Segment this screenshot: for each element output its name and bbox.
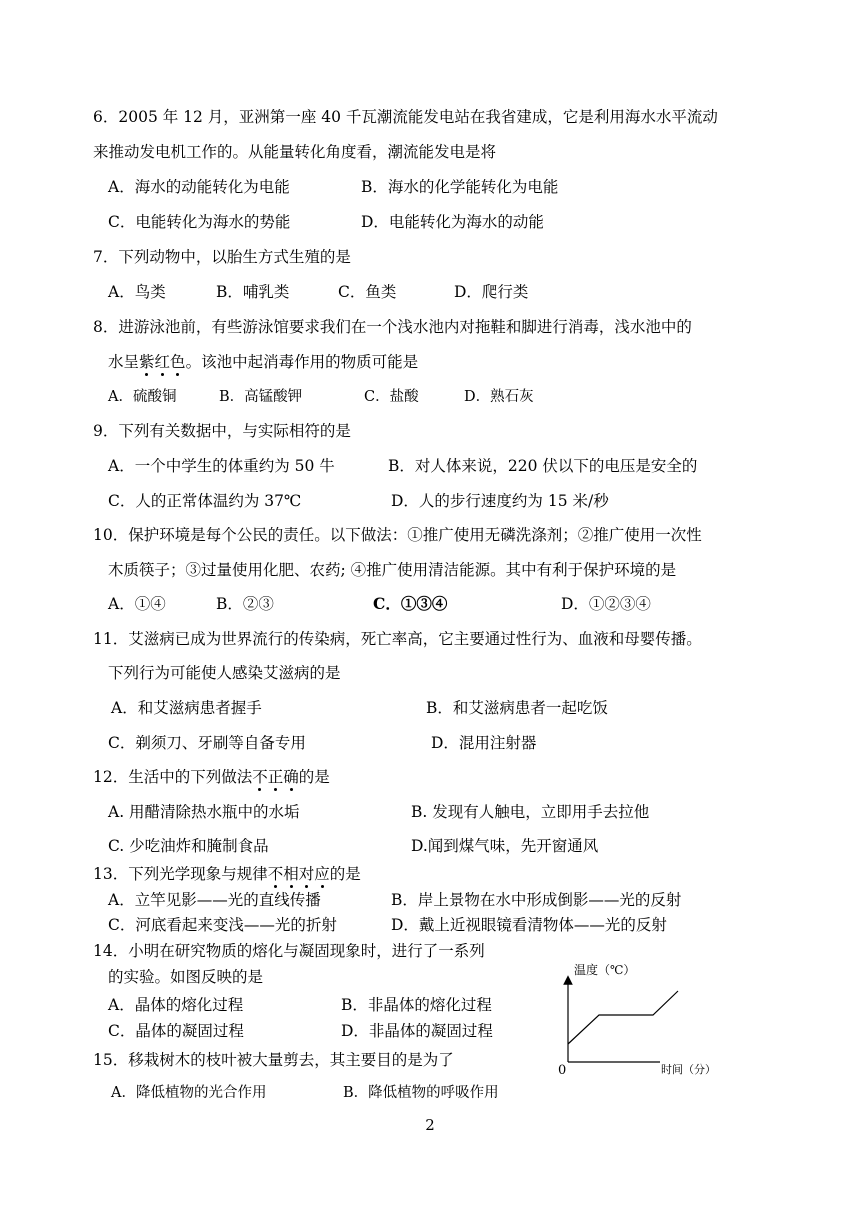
q8-option-a: A．硫酸铜 xyxy=(108,389,177,405)
q12-text-pre: 12．生活中的下列做法 xyxy=(93,768,253,786)
q8-option-d: D．熟石灰 xyxy=(464,389,534,405)
q8-emphasis-char: 紫 xyxy=(139,353,155,371)
q10-option-d: D．①②③④ xyxy=(561,595,651,613)
q12-emphasis-char: 确 xyxy=(283,768,299,786)
q13-option-c: C．河底看起来变浅——光的折射 xyxy=(108,916,337,934)
q7-stem: 7．下列动物中，以胎生方式生殖的是 xyxy=(93,248,351,266)
q9-stem: 9．下列有关数据中，与实际相符的是 xyxy=(93,422,351,440)
q9-option-a: A．一个中学生的体重约为 50 牛 xyxy=(108,457,335,475)
q8-stem-line2 xyxy=(108,352,418,372)
y-axis-label: 温度（℃） xyxy=(574,963,636,977)
q6-option-d: D．电能转化为海水的动能 xyxy=(361,213,544,231)
q12-stem xyxy=(93,767,330,787)
q15-option-b: B．降低植物的呼吸作用 xyxy=(343,1085,499,1101)
q13-emphasis-char: 应 xyxy=(314,865,330,883)
q6-option-c: C．电能转化为海水的势能 xyxy=(108,213,291,231)
q7-option-a: A．鸟类 xyxy=(108,283,166,301)
q13-emphasis-char: 对 xyxy=(298,865,315,883)
q14-option-b: B．非晶体的熔化过程 xyxy=(341,996,492,1014)
temperature-time-graph xyxy=(548,958,748,1083)
q10-stem-line2: 木质筷子；③过量使用化肥、农药; ④推广使用清洁能源。其中有利于保护环境的是 xyxy=(108,561,677,579)
graph-curve xyxy=(568,991,678,1044)
q14-stem-line1: 14．小明在研究物质的熔化与凝固现象时，进行了一系列 xyxy=(93,942,485,960)
q13-stem xyxy=(93,864,361,884)
q10-stem-line1: 10．保护环境是每个公民的责任。以下做法：①推广使用无磷洗涤剂；②推广使用一次性 xyxy=(93,526,702,544)
q11-stem-line2: 下列行为可能使人感染艾滋病的是 xyxy=(108,664,341,682)
q12-option-c: C. 少吃油炸和腌制食品 xyxy=(108,837,269,855)
q14-option-c: C．晶体的凝固过程 xyxy=(108,1022,244,1040)
q11-option-c: C．剃须刀、牙刷等自备专用 xyxy=(108,734,306,752)
q6-stem-line1: 6．2005 年 12 月，亚洲第一座 40 千瓦潮流能发电站在我省建成，它是利用海水水平流动 xyxy=(93,108,718,126)
q10-option-a: A．①④ xyxy=(108,595,166,613)
q11-option-a: A．和艾滋病患者握手 xyxy=(111,699,262,717)
q13-emphasis-char: 不 xyxy=(267,865,284,883)
q11-option-b: B．和艾滋病患者一起吃饭 xyxy=(426,699,608,717)
q13-emphasis-char: 相 xyxy=(283,865,299,883)
q12-option-a: A. 用醋清除热水瓶中的水垢 xyxy=(108,803,300,821)
q9-option-b: B．对人体来说，220 伏以下的电压是安全的 xyxy=(388,457,698,475)
q7-option-c: C．鱼类 xyxy=(338,283,397,301)
q13-option-a: A．立竿见影——光的直线传播 xyxy=(108,891,321,909)
q10-option-c: C．①③④ xyxy=(373,594,448,613)
q12-option-d: D.闻到煤气味，先开窗通风 xyxy=(411,837,599,855)
q12-emphasis-char: 正 xyxy=(267,768,284,786)
q6-option-b: B．海水的化学能转化为电能 xyxy=(361,178,559,196)
q8-option-c: C．盐酸 xyxy=(364,389,419,405)
q10-option-b: B．②③ xyxy=(216,595,274,613)
q8-emphasis-char: 色 xyxy=(170,353,186,371)
q13-text-pre: 13．下列光学现象与规律 xyxy=(93,865,268,883)
q8-emphasis-char: 红 xyxy=(154,353,171,371)
q8-option-b: B．高锰酸钾 xyxy=(219,389,303,405)
q14-option-d: D．非晶体的凝固过程 xyxy=(341,1022,493,1040)
q13-option-d: D．戴上近视眼镜看清物体——光的反射 xyxy=(391,916,667,934)
q7-option-b: B．哺乳类 xyxy=(216,283,290,301)
q9-option-d: D．人的步行速度约为 15 米/秒 xyxy=(391,492,609,510)
q8-text-post: 。该池中起消毒作用的物质可能是 xyxy=(185,353,419,371)
q12-emphasis-char: 不 xyxy=(252,768,268,786)
q12-text-post: 的是 xyxy=(298,768,330,786)
q8-stem-line1: 8．进游泳池前，有些游泳馆要求我们在一个浅水池内对拖鞋和脚进行消毒，浅水池中的 xyxy=(93,318,692,336)
q12-option-b: B. 发现有人触电，立即用手去拉他 xyxy=(411,803,650,821)
q11-stem-line1: 11．艾滋病已成为世界流行的传染病，死亡率高，它主要通过性行为、血液和母婴传播。 xyxy=(93,630,702,648)
q15-stem: 15．移栽树木的枝叶被大量剪去，其主要目的是为了 xyxy=(93,1051,454,1069)
q8-text-pre: 水呈 xyxy=(108,353,140,371)
q14-stem-line2: 的实验。如图反映的是 xyxy=(108,968,264,986)
q13-option-b: B．岸上景物在水中形成倒影——光的反射 xyxy=(391,891,682,909)
q6-option-a: A．海水的动能转化为电能 xyxy=(108,178,290,196)
q14-option-a: A．晶体的熔化过程 xyxy=(108,996,244,1014)
q6-stem-line2: 来推动发电机工作的。从能量转化角度看，潮流能发电是将 xyxy=(93,143,497,161)
q11-option-d: D．混用注射器 xyxy=(431,734,537,752)
x-axis-label: 时间（分） xyxy=(661,1063,716,1076)
page-number: 2 xyxy=(425,1116,435,1134)
q13-text-post: 的是 xyxy=(329,865,361,883)
q9-option-c: C．人的正常体温约为 37℃ xyxy=(108,492,302,510)
origin-label: 0 xyxy=(558,1063,567,1078)
q15-option-a: A．降低植物的光合作用 xyxy=(111,1085,267,1101)
q7-option-d: D．爬行类 xyxy=(454,283,529,301)
